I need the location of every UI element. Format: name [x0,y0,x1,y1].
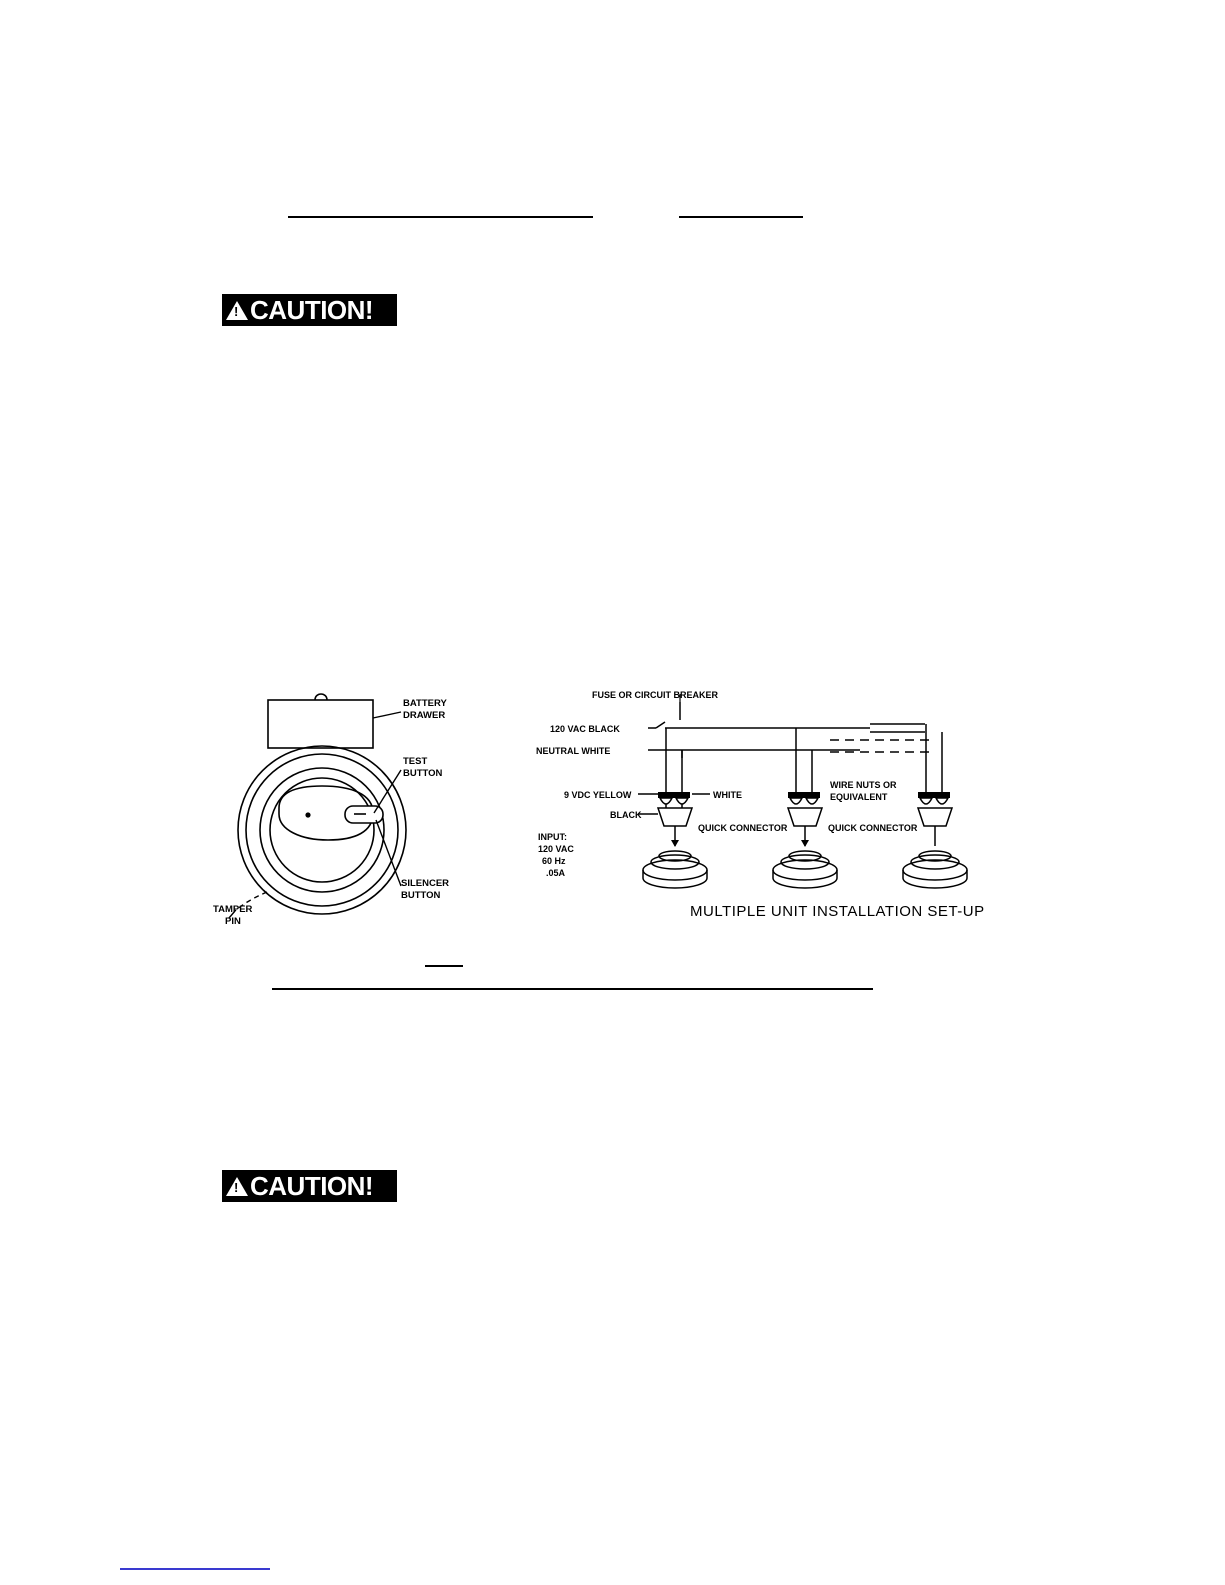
label-fuse-or-circuit-breaker: FUSE OR CIRCUIT BREAKER [592,690,719,700]
label-input-line2: 120 VAC [538,844,574,854]
label-test-button-line1: TEST [403,756,428,767]
wiring-diagram-figure [530,688,1000,938]
label-silencer-button-line2: BUTTON [401,890,441,901]
caution-badge-bottom [222,1170,397,1202]
label-input-line1: INPUT: [538,832,567,842]
label-battery-drawer-line1: BATTERY [403,698,447,709]
label-tamper-pin-line2: PIN [225,916,241,927]
subheading-underline-short [425,965,463,967]
label-tamper-pin-line1: TAMPER [213,904,253,915]
caution-label: CAUTION! [250,1171,374,1201]
label-wire-nuts-line1: WIRE NUTS OR [830,780,897,790]
label-input-line3: 60 Hz [542,856,566,866]
warning-triangle-icon [226,1177,248,1196]
heading-underline-right [679,216,803,218]
label-9-vdc-yellow: 9 VDC YELLOW [564,790,632,800]
label-neutral-white: NEUTRAL WHITE [536,746,611,756]
label-test-button-line2: BUTTON [403,768,443,779]
label-120-vac-black: 120 VAC BLACK [550,724,620,734]
heading-underline-left [288,216,593,218]
label-silencer-button-line1: SILENCER [401,878,450,889]
label-input-line4: .05A [546,868,566,878]
section-underline-long [272,988,873,990]
caution-badge-top [222,294,397,326]
label-white: WHITE [713,790,742,800]
label-quick-connector-1: QUICK CONNECTOR [698,823,788,833]
footer-link-underline[interactable] [120,1568,270,1570]
label-wire-nuts-line2: EQUIVALENT [830,792,888,802]
warning-triangle-icon [226,301,248,320]
smoke-detector-figure [205,690,495,940]
wiring-figure-title: MULTIPLE UNIT INSTALLATION SET-UP [690,903,985,920]
label-black: BLACK [610,810,642,820]
label-quick-connector-2: QUICK CONNECTOR [828,823,918,833]
caution-label: CAUTION! [250,295,374,325]
label-battery-drawer-line2: DRAWER [403,710,446,721]
